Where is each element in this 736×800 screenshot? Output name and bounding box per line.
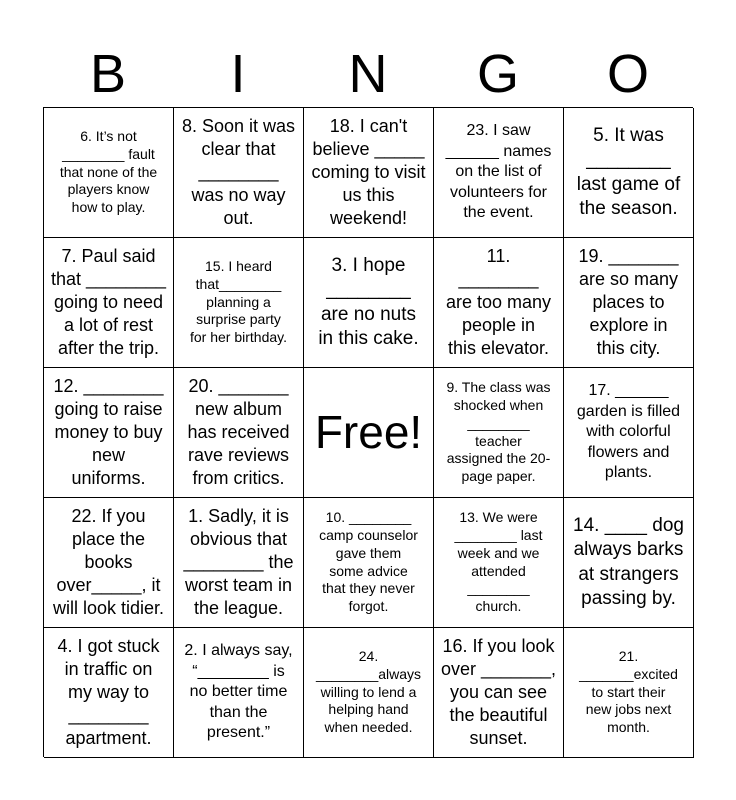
bingo-cell[interactable] (434, 498, 564, 628)
cell-text: 21. _______excited to start their new jobs next month. (579, 647, 678, 736)
bingo-cell[interactable] (564, 628, 694, 758)
cell-text: 4. I got stuck in traffic on my way to ________ apartment. (57, 635, 160, 749)
free-space-label: Free! (314, 406, 423, 459)
cell-text: 13. We were ________ last week and we attended ________ church. (454, 508, 543, 615)
bingo-cell[interactable] (174, 108, 304, 238)
bingo-title (43, 40, 693, 108)
bingo-cell[interactable] (44, 498, 174, 628)
cell-text: 14. ____ dog always barks at strangers passing by. (573, 514, 684, 609)
title-letter-i: I (230, 44, 246, 104)
bingo-cell[interactable] (304, 108, 434, 238)
bingo-cell[interactable] (434, 108, 564, 238)
bingo-cell[interactable] (44, 238, 174, 368)
title-letter-b: B (89, 44, 127, 104)
bingo-cell[interactable] (434, 368, 564, 498)
bingo-cell[interactable] (44, 628, 174, 758)
cell-text: 15. I heard that________ planning a surprise party for her birthday. (189, 257, 287, 346)
cell-text: 22. If you place the books over_____, it will look tidier. (52, 505, 165, 619)
bingo-cell[interactable] (174, 628, 304, 758)
cell-text: 7. Paul said that ________ going to need a lot of rest after the trip. (50, 245, 167, 359)
bingo-cell[interactable] (564, 498, 694, 628)
title-letter-n: N (348, 44, 388, 104)
cell-text: 6. It’s not ________ fault that none of the players know how to play. (59, 127, 158, 216)
cell-text: 10. ________ camp counselor gave them some advice that they never forgot. (319, 508, 418, 615)
cell-text: 3. I hope ________ are no nuts in this cake. (318, 254, 419, 349)
cell-text: 24. ________always willing to lend a helping hand when needed. (315, 647, 422, 736)
bingo-cell[interactable] (304, 238, 434, 368)
bingo-cell[interactable] (174, 498, 304, 628)
bingo-cell[interactable] (434, 628, 564, 758)
cell-text: 8. Soon it was clear that ________ was no way out. (181, 115, 296, 229)
cell-text: 12. ________ going to raise money to buy new uniforms. (53, 375, 164, 489)
cell-text: 16. If you look over _______, you can see the beautiful sunset. (440, 635, 557, 749)
bingo-cell[interactable] (304, 498, 434, 628)
bingo-cell[interactable] (434, 238, 564, 368)
free-space-cell[interactable] (304, 368, 434, 498)
bingo-cell[interactable] (174, 368, 304, 498)
bingo-cell[interactable] (564, 108, 694, 238)
cell-text: 9. The class was shocked when ________ teacher assigned the 20- page paper. (446, 378, 551, 485)
bingo-cell[interactable] (564, 238, 694, 368)
cell-text: 5. It was ________ last game of the season. (576, 124, 681, 219)
bingo-cell[interactable] (44, 108, 174, 238)
cell-text: 11. ________ are too many people in this elevator. (445, 245, 552, 359)
bingo-cell[interactable] (304, 628, 434, 758)
cell-text: 17. ______ garden is filled with colorful flowers and plants. (576, 382, 681, 482)
bingo-cell[interactable] (564, 368, 694, 498)
cell-text: 2. I always say, “________ is no better time than the present.” (184, 642, 293, 742)
bingo-grid (43, 107, 693, 757)
cell-text: 1. Sadly, it is obvious that ________ the worst team in the league. (183, 505, 294, 619)
cell-text: 19. _______ are so many places to explore in this city. (578, 245, 679, 359)
cell-text: 20. _______ new album has received rave reviews from critics. (187, 375, 290, 489)
bingo-cell[interactable] (44, 368, 174, 498)
title-letter-g: G (476, 44, 519, 104)
cell-text: 23. I saw ______ names on the list of volunteers for the event. (445, 122, 552, 222)
bingo-cell[interactable] (174, 238, 304, 368)
cell-text: 18. I can't believe _____ coming to visit us this weekend! (311, 115, 426, 229)
title-letter-o: O (606, 44, 649, 104)
